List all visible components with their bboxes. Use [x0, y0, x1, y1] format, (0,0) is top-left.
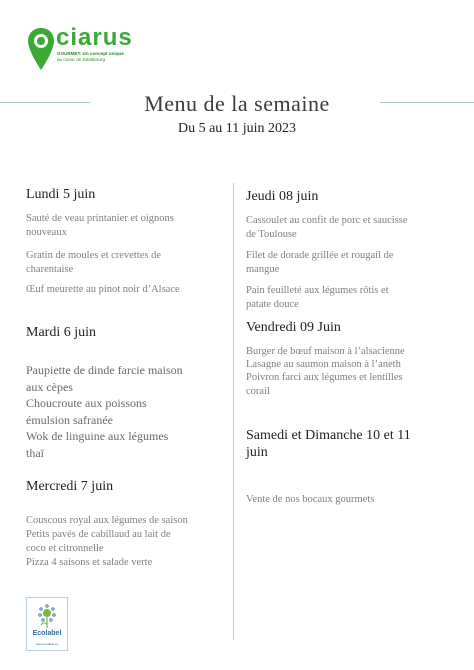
- day-heading-wednesday: Mercredi 7 juin: [26, 479, 114, 494]
- menu-item: Choucroute aux poissons émulsion safranée: [26, 396, 147, 427]
- menu-item: Poivron farci aux légumes et lentilles corail: [246, 372, 403, 397]
- ecolabel-text: Ecolabel: [32, 630, 62, 637]
- day-heading-thursday: Jeudi 08 juin: [246, 189, 319, 204]
- menu-item: Vente de nos bocaux gourmets: [246, 494, 375, 505]
- page-subtitle: Du 5 au 11 juin 2023: [177, 121, 297, 136]
- menu-item: Filet de dorade grillée et rougail de mangue: [246, 250, 394, 275]
- menu-item: Burger de bœuf maison à l’alsacienne: [246, 346, 405, 357]
- logo-tagline-2: au coeur de Strasbourg: [57, 57, 106, 62]
- menu-item: Couscous royal aux légumes de saison: [26, 515, 188, 526]
- menu-item: Paupiette de dinde farcie maison aux cèpes: [26, 363, 183, 394]
- menu-item: Petits pavés de cabillaud au lait de coco et citronnelle: [26, 529, 171, 554]
- menu-item: Pain feuilleté aux légumes rôtis et patate douce: [246, 285, 389, 310]
- location-pin-icon: [26, 26, 56, 72]
- day-heading-monday: Lundi 5 juin: [26, 187, 96, 202]
- ecolabel-url: www.ecolabel.eu: [35, 642, 59, 646]
- ecolabel-badge: [26, 597, 68, 651]
- menu-item: Gratin de moules et crevettes de charentaise: [26, 250, 161, 275]
- menu-item: Sauté de veau printanier et oignons nouveaux: [26, 213, 174, 238]
- menu-item: Cassoulet au confit de porc et saucisse de Toulouse: [246, 215, 408, 240]
- column-divider: [233, 183, 234, 640]
- ecolabel-flower-icon: [27, 598, 67, 630]
- menu-item: Wok de linguine aux légumes thaï: [26, 429, 169, 460]
- page-title: Menu de la semaine: [144, 91, 330, 116]
- menu-item: Pizza 4 saisons et salade verte: [26, 557, 153, 568]
- menu-item: Lasagne au saumon maison à l’aneth: [246, 359, 401, 370]
- menu-item: Œuf meurette au pinot noir d’Alsace: [26, 284, 180, 295]
- ciarus-logo: [26, 26, 136, 74]
- logo-wordmark: ciarus: [56, 24, 133, 51]
- day-heading-friday: Vendredi 09 Juin: [246, 320, 341, 335]
- logo-tagline-1: GOURMET. Un concept unique: [57, 51, 124, 56]
- day-heading-tuesday: Mardi 6 juin: [26, 325, 96, 340]
- day-heading-weekend: Samedi et Dimanche 10 et 11 juin: [246, 428, 411, 460]
